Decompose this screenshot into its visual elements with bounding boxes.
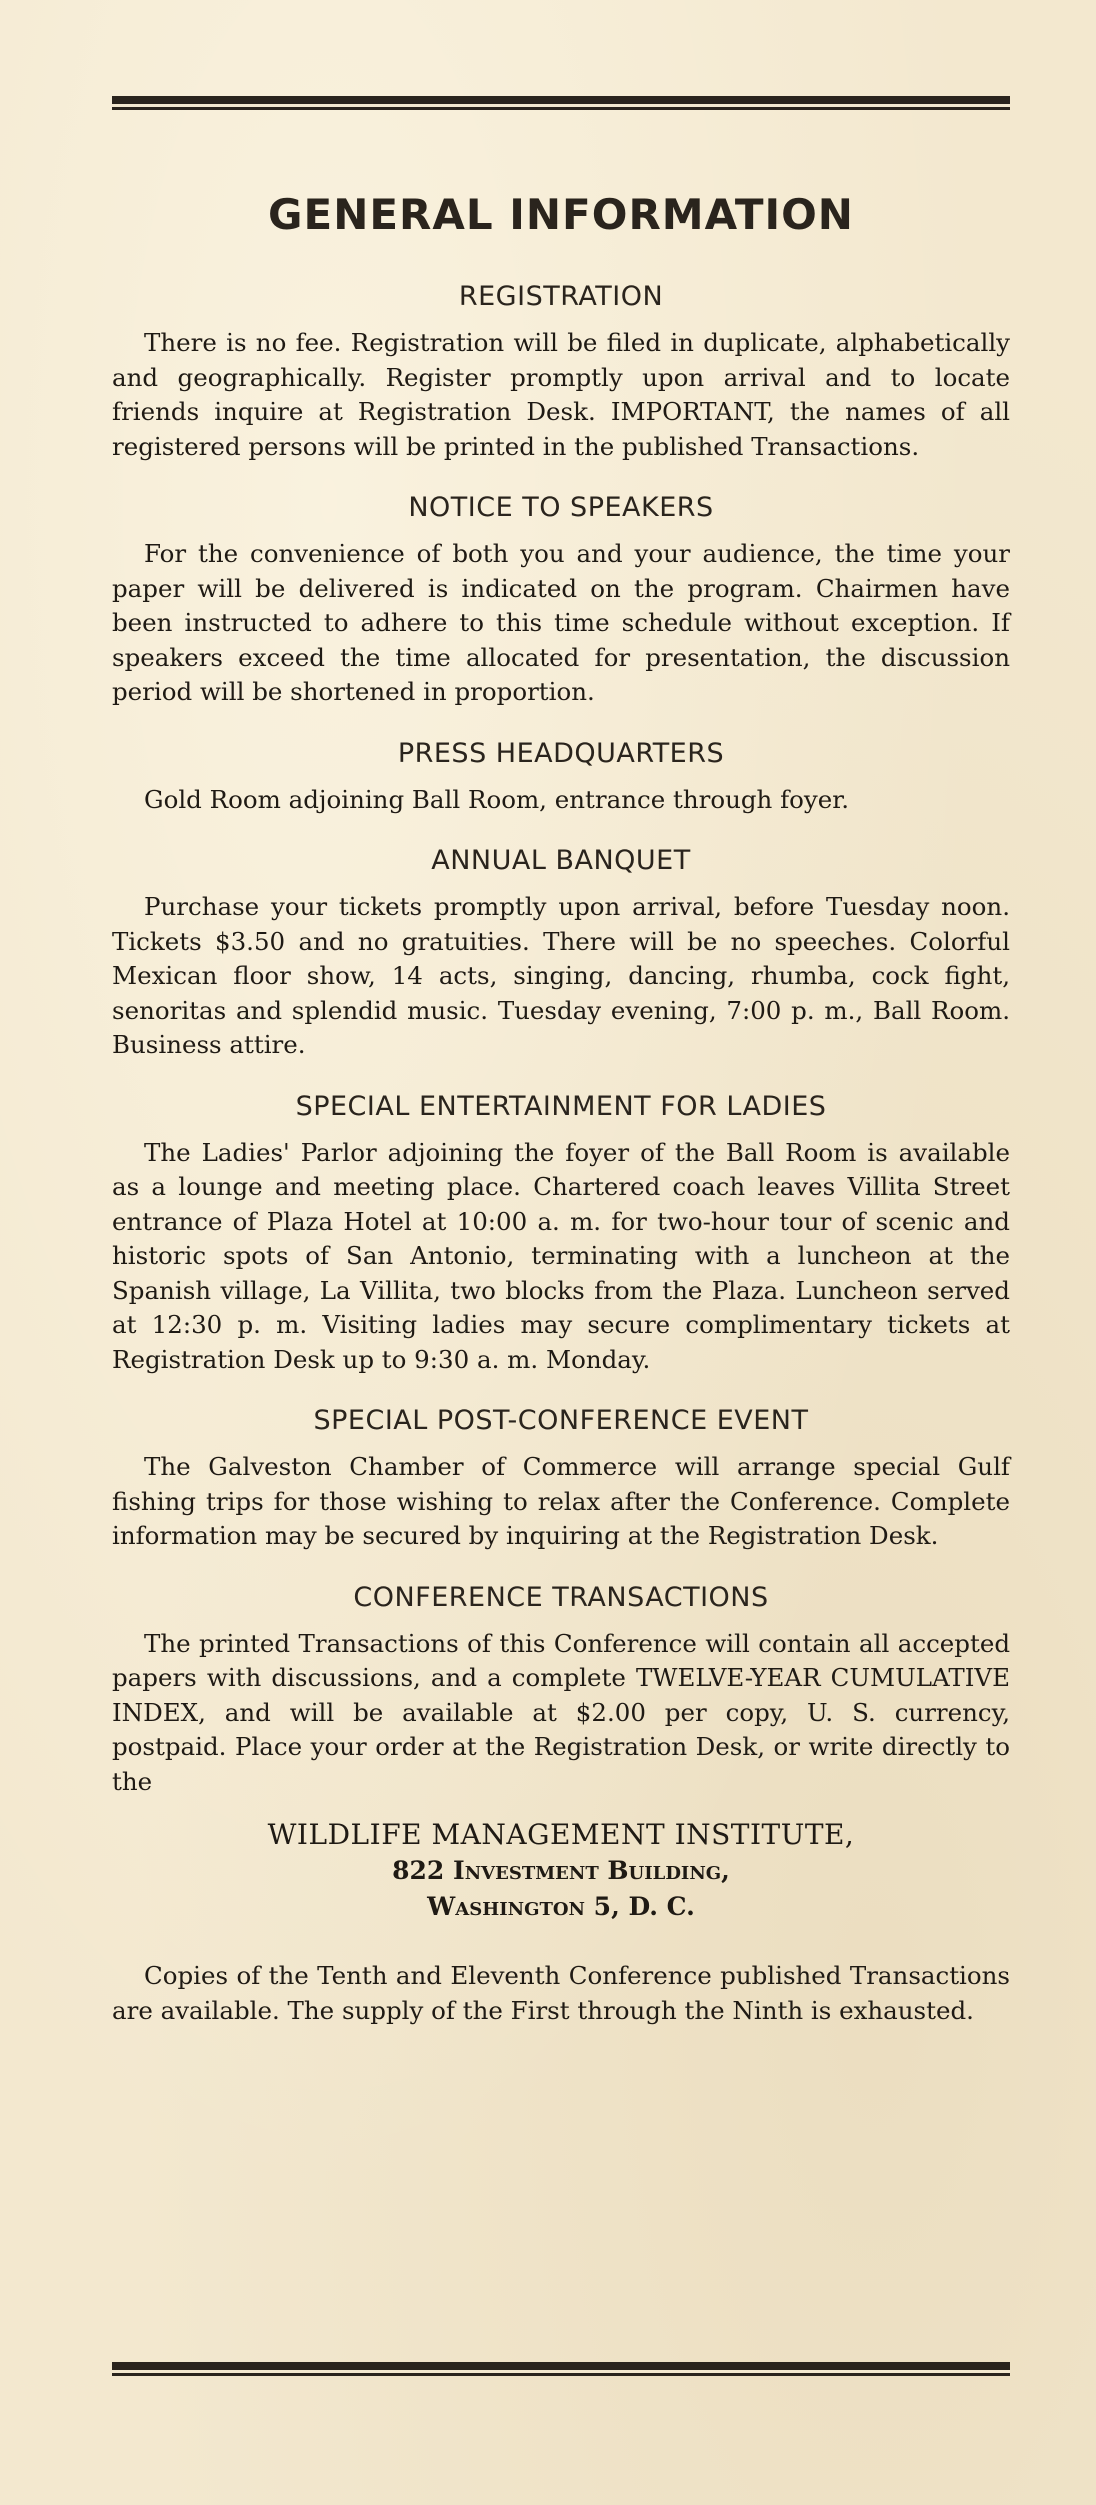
- page-title: GENERAL INFORMATION: [268, 190, 854, 239]
- registration-heading: REGISTRATION: [458, 281, 664, 312]
- transactions-heading: CONFERENCE TRANSACTIONS: [353, 1581, 769, 1613]
- speakers-heading: NOTICE TO SPEAKERS: [408, 492, 714, 523]
- section-notice-to-speakers: [112, 492, 1010, 710]
- speakers-text: For the convenience of both you and your audience, the time your paper will be delivered is indicated on the program. Chairmen have been instructed to adhere to this time schedule without exception. If speakers exceed the time allocated for presentation, the discussion period will be shortened in proportion.: [112, 539, 1010, 706]
- press-heading: PRESS HEADQUARTERS: [397, 737, 725, 769]
- transactions-text: The printed Transactions of this Conference will contain all accepted papers with discussions, and a complete TWELVE-YEAR CUMULATIVE INDEX, and will be available at $2.00 per copy, U. S. currency, postpaid. Place your order at the Registration Desk, or write directly to the: [112, 1628, 1010, 1796]
- transactions-closing: Copies of the Tenth and Eleventh Conference published Transactions are available. The supply of the First through the Ninth is exhausted.: [112, 1961, 1010, 2025]
- section-conference-transactions: [112, 1582, 1010, 2029]
- content: [112, 190, 1010, 2056]
- address-street: 822 Investment Building,: [392, 1856, 730, 1885]
- address-city: Washington 5, D. C.: [427, 1892, 695, 1921]
- top-rule: [112, 96, 1010, 104]
- section-annual-banquet: [112, 845, 1010, 1063]
- post-conference-text: The Galveston Chamber of Commerce will arrange special Gulf fishing trips for those wishing to relax after the Conference. Complete information may be secured by inquiring at the Registration Desk.: [112, 1452, 1010, 1550]
- section-registration: [112, 281, 1010, 464]
- banquet-heading: ANNUAL BANQUET: [431, 845, 691, 876]
- bottom-rule: [112, 2362, 1010, 2370]
- press-text: Gold Room adjoining Ball Room, entrance through foyer.: [144, 784, 850, 814]
- ladies-heading: SPECIAL ENTERTAINMENT FOR LADIES: [295, 1090, 827, 1122]
- section-ladies-entertainment: [112, 1091, 1010, 1378]
- mailing-address: [112, 1817, 1010, 1925]
- ladies-text: The Ladies' Parlor adjoining the foyer of the Ball Room is available as a lounge and meeting place. Chartered coach leaves Villita Street entrance of Plaza Hotel at 10:00 a. m. for two-hour tour of scenic and historic spots of San Antonio, terminating with a luncheon at the Spanish village, La Villita, two blocks from the Plaza. Luncheon served at 12:30 p. m. Visiting ladies may secure complimentary tickets at Registration Desk up to 9:30 a. m. Monday.: [112, 1137, 1010, 1374]
- post-conference-heading: SPECIAL POST-CONFERENCE EVENT: [313, 1405, 809, 1436]
- banquet-text: Purchase your tickets promptly upon arrival, before Tuesday noon. Tickets $3.50 and no gratuities. There will be no speeches. Colorful Mexican floor show, 14 acts, singing, dancing, rhumba, cock fight, senoritas and splendid music. Tuesday evening, 7:00 p. m., Ball Room. Business attire.: [112, 892, 1010, 1059]
- address-organization: WILDLIFE MANAGEMENT INSTITUTE,: [267, 1818, 855, 1851]
- registration-text: There is no fee. Registration will be filed in duplicate, alphabetically and geographically. Register promptly upon arrival and to locate friends inquire at Registration Desk. IMPORTANT, the names of all registered persons will be printed in the published Transactions.: [112, 328, 1010, 461]
- section-post-conference: [112, 1405, 1010, 1554]
- section-press-headquarters: [112, 738, 1010, 818]
